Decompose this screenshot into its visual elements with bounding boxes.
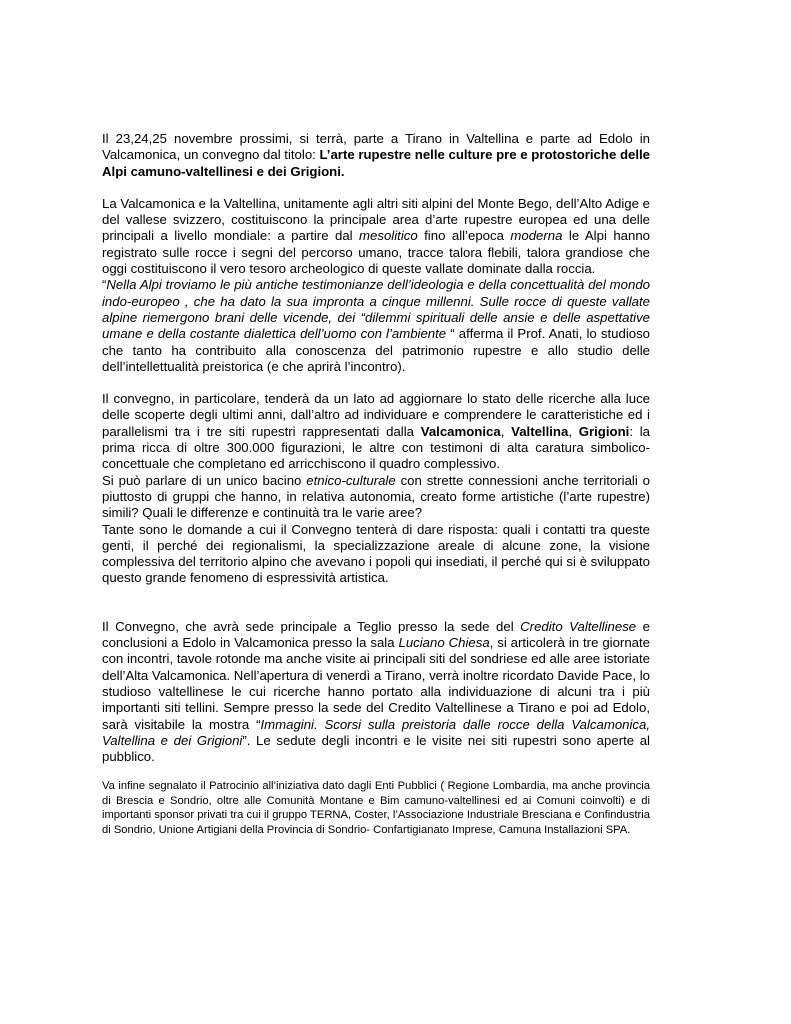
exhibition-title: Immagini. Scorsi sulla preistoria dalle rocce della Valcamonica, Valtellina e dei Grigioni (102, 716, 651, 748)
term-mesolitico: mesolitico (359, 228, 418, 244)
paragraph-valleys: La Valcamonica e la Valtellina, unitamente agli altri siti alpini del Monte Bego, dell’Alto Adige e del vallese svizzero, costituiscono la principale area d’arte rupestre europea ed una delle principali a livello mondiale: a partire dal mesolitico fino all’epoca moderna le Alpi hanno registrato sulle rocce i segni del percorso umano, tracce talora flebili, talora grandiose che oggi costituiscono il vero tesoro archeologico di queste vallate dominate dalla roccia. “Nella Alpi troviamo le più antiche testimonianze dell’ideologia e della concettualità del mondo indo-europeo , che ha dato la sua impronta a cinque millenni. Sulle rocce di queste vallate alpine riemergono brani delle vicende, dei “dilemmi spirituali delle ansie e delle aspettative umane e della costante dialettica dell’uomo con l’ambiente “ afferma il Prof. Anati, lo studioso che tanto ha contribuito alla conoscenza del patrimonio rupestre e allo studio delle dell’intellettualità preistorica (e che aprirà l’incontro). (102, 195, 651, 374)
conference-title: L’arte rupestre nelle culture pre e protostoriche delle Alpi camuno-valtellinesi e dei Grigioni. (102, 147, 651, 179)
term-etnico-culturale: etnico-culturale (306, 472, 396, 488)
site-valtellina: Valtellina (511, 423, 569, 439)
paragraph-programma: Il Convegno, che avrà sede principale a Teglio presso la sede del Credito Valtellinese e conclusioni a Edolo in Valcamonica presso la sala Luciano Chiesa, si articolerà in tre giornate con incontri, tavole rotonde ma anche visite ai principali siti del sondriese ed alle aree istoriate dell’Alta Valcamonica. Nell’apertura di venerdì a Tirano, verrà inoltre ricordato Davide Pace, lo studioso valtellinese le cui ricerche hanno portato alla individuazione di alcuni tra i più importanti siti tellini. Sempre presso la sede del Credito Valtellinese a Tirano e poi ad Edolo, sarà visitabile la mostra “Immagini. Scorsi sulla preistoria dalle rocce della Valcamonica, Valtellina e dei Grigioni”. Le sedute degli incontri e le visite nei siti rupestri sono aperte al pubblico. (102, 618, 651, 765)
venue-credito-valtellinese: Credito Valtellinese (520, 618, 637, 634)
paragraph-convegno: Il convegno, in particolare, tenderà da un lato ad aggiornare lo stato delle ricerche alla luce delle scoperte degli ultimi anni, dall’altro ad individuare e comprendere le caratteristiche ed i parallelismi tra i tre siti rupestri rappresentati dalla Valcamonica, Valtellina, Grigioni: la prima ricca di oltre 300.000 figurazioni, le altre con testimoni di alta caratura simbolico-concettuale che completano ed arricchiscono il quadro complessivo. Si può parlare di un unico bacino etnico-culturale con strette connessioni anche territoriali o piuttosto di gruppi che hanno, in relativa autonomia, creato forme artistiche (l’arte rupestre) simili? Quali le differenze e continuità tra le varie aree? Tante sono le domande a cui il Convegno tenterà di dare risposta: quali i contatti tra queste genti, il perché dei regionalismi, la specializzazione areale di alcune zone, la visione complessiva del territorio alpino che avevano i popoli qui insediati, il perché qui si è sviluppato questo grande fenomeno di espressività artistica. (102, 391, 651, 586)
paragraph-patrocinio: Va infine segnalato il Patrocinio all’iniziativa dato dagli Enti Pubblici ( Regione Lombardia, ma anche provincia di Brescia e Sondrio, oltre alle Comunità Montane e Bim camuno-valtellinesi ed ai Comuni coinvolti) e di importanti sponsor privati tra cui il gruppo TERNA, Coster, l’Associazione Industriale Bresciana e Confindustria di Sondrio, Unione Artigiani della Provincia di Sondrio- Confartigianato Imprese, Camuna Installazioni SPA. (102, 780, 650, 836)
anati-quote: Nella Alpi troviamo le più antiche testimonianze dell’ideologia e della concettualità del mondo indo-europeo , che ha dato la sua impronta a cinque millenni. Sulle rocce di queste vallate alpine riemergono brani delle vicende, dei “dilemmi spirituali delle ansie e delle aspettative umane e della costante dialettica dell’uomo con l’ambiente (102, 277, 650, 342)
site-valcamonica: Valcamonica (420, 423, 501, 439)
paragraph-intro: Il 23,24,25 novembre prossimi, si terrà, parte a Tirano in Valtellina e parte ad Edolo in Valcamonica, un convegno dal titolo: L’arte rupestre nelle culture pre e protostoriche delle Alpi camuno-valtellinesi e dei Grigioni. (102, 131, 651, 179)
document-body (102, 131, 650, 837)
term-moderna: moderna (510, 228, 563, 244)
site-grigioni: Grigioni (578, 423, 630, 439)
venue-luciano-chiesa: Luciano Chiesa (398, 635, 490, 651)
